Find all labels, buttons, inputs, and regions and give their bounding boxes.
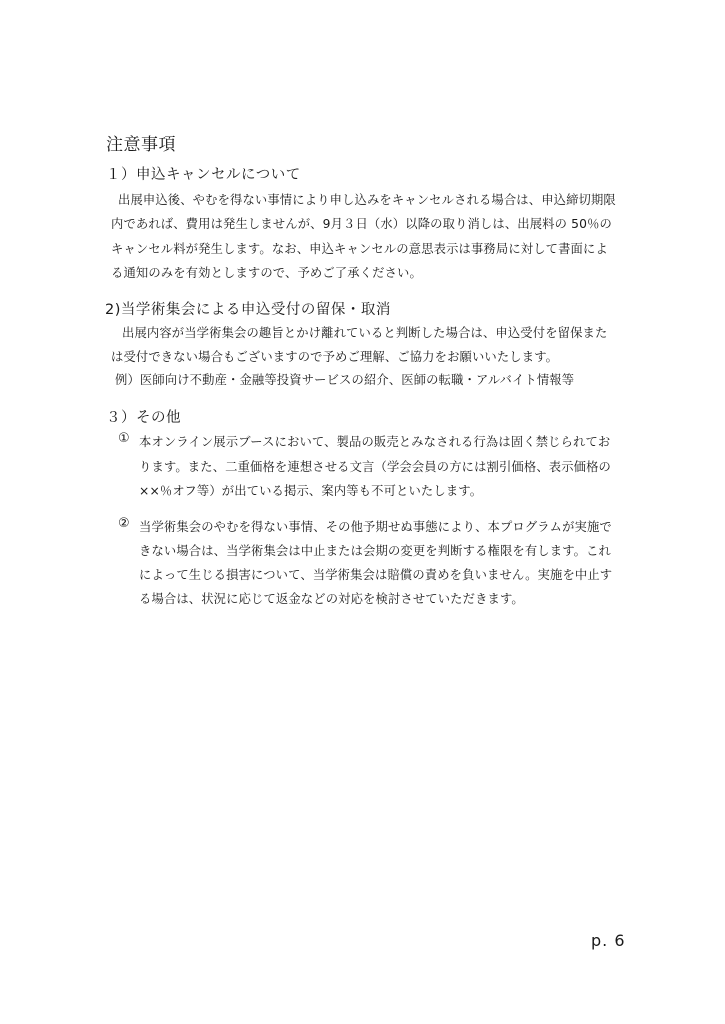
paragraph-line: 出展内容が当学術集会の趣旨とかけ離れていると判断した場合は、申込受付を留保また <box>122 326 608 340</box>
paragraph-line: は受付できない場合もございますので予めご理解、ご協力をお願いいたします。 <box>111 350 559 364</box>
item-marker: ② <box>118 516 130 531</box>
paragraph-line: によって生じる損害について、当学術集会は賠償の責めを負いません。実施を中止す <box>139 568 613 582</box>
paragraph-line: 本オンライン展示ブースにおいて、製品の販売とみなされる行為は固く禁じられてお <box>139 435 611 449</box>
paragraph-line: る場合は、状況に応じて返金などの対応を検討させていただきます。 <box>139 592 524 606</box>
section-heading-reservation: 2)当学術集会による申込受付の留保・取消 <box>105 302 391 318</box>
paragraph-line: る通知のみを有効としますので、予めご了承ください。 <box>111 266 422 280</box>
paragraph-line: 出展申込後、やむを得ない事情により申し込みをキャンセルされる場合は、申込締切期限 <box>118 193 616 207</box>
page-number: p. 6 <box>591 931 626 950</box>
paragraph-line: 当学術集会のやむを得ない事情、その他予期せぬ事態により、本プログラムが実施で <box>139 520 612 534</box>
page-title: 注意事項 <box>106 135 176 155</box>
paragraph-line: 内であれば、費用は発生しませんが、9月３日（水）以降の取り消しは、出展料の 50％の <box>111 217 612 231</box>
paragraph-line: きない場合は、当学術集会は中止または会期の変更を判断する権限を有します。これ <box>139 544 611 558</box>
item-marker: ① <box>118 431 130 446</box>
section-heading-other: ３）その他 <box>106 410 181 426</box>
paragraph-line: ります。また、二重価格を連想させる文言（学会会員の方には割引価格、表示価格の <box>139 460 611 474</box>
paragraph-line: ××％オフ等）が出ている掲示、案内等も不可といたします。 <box>139 484 483 498</box>
section-heading-cancellation: １）申込キャンセルについて <box>106 167 301 183</box>
example-line: 例）医師向け不動産・金融等投資サービスの紹介、医師の転職・アルバイト情報等 <box>115 373 575 387</box>
paragraph-line: キャンセル料が発生します。なお、申込キャンセルの意思表示は事務局に対して書面によ <box>111 242 608 256</box>
